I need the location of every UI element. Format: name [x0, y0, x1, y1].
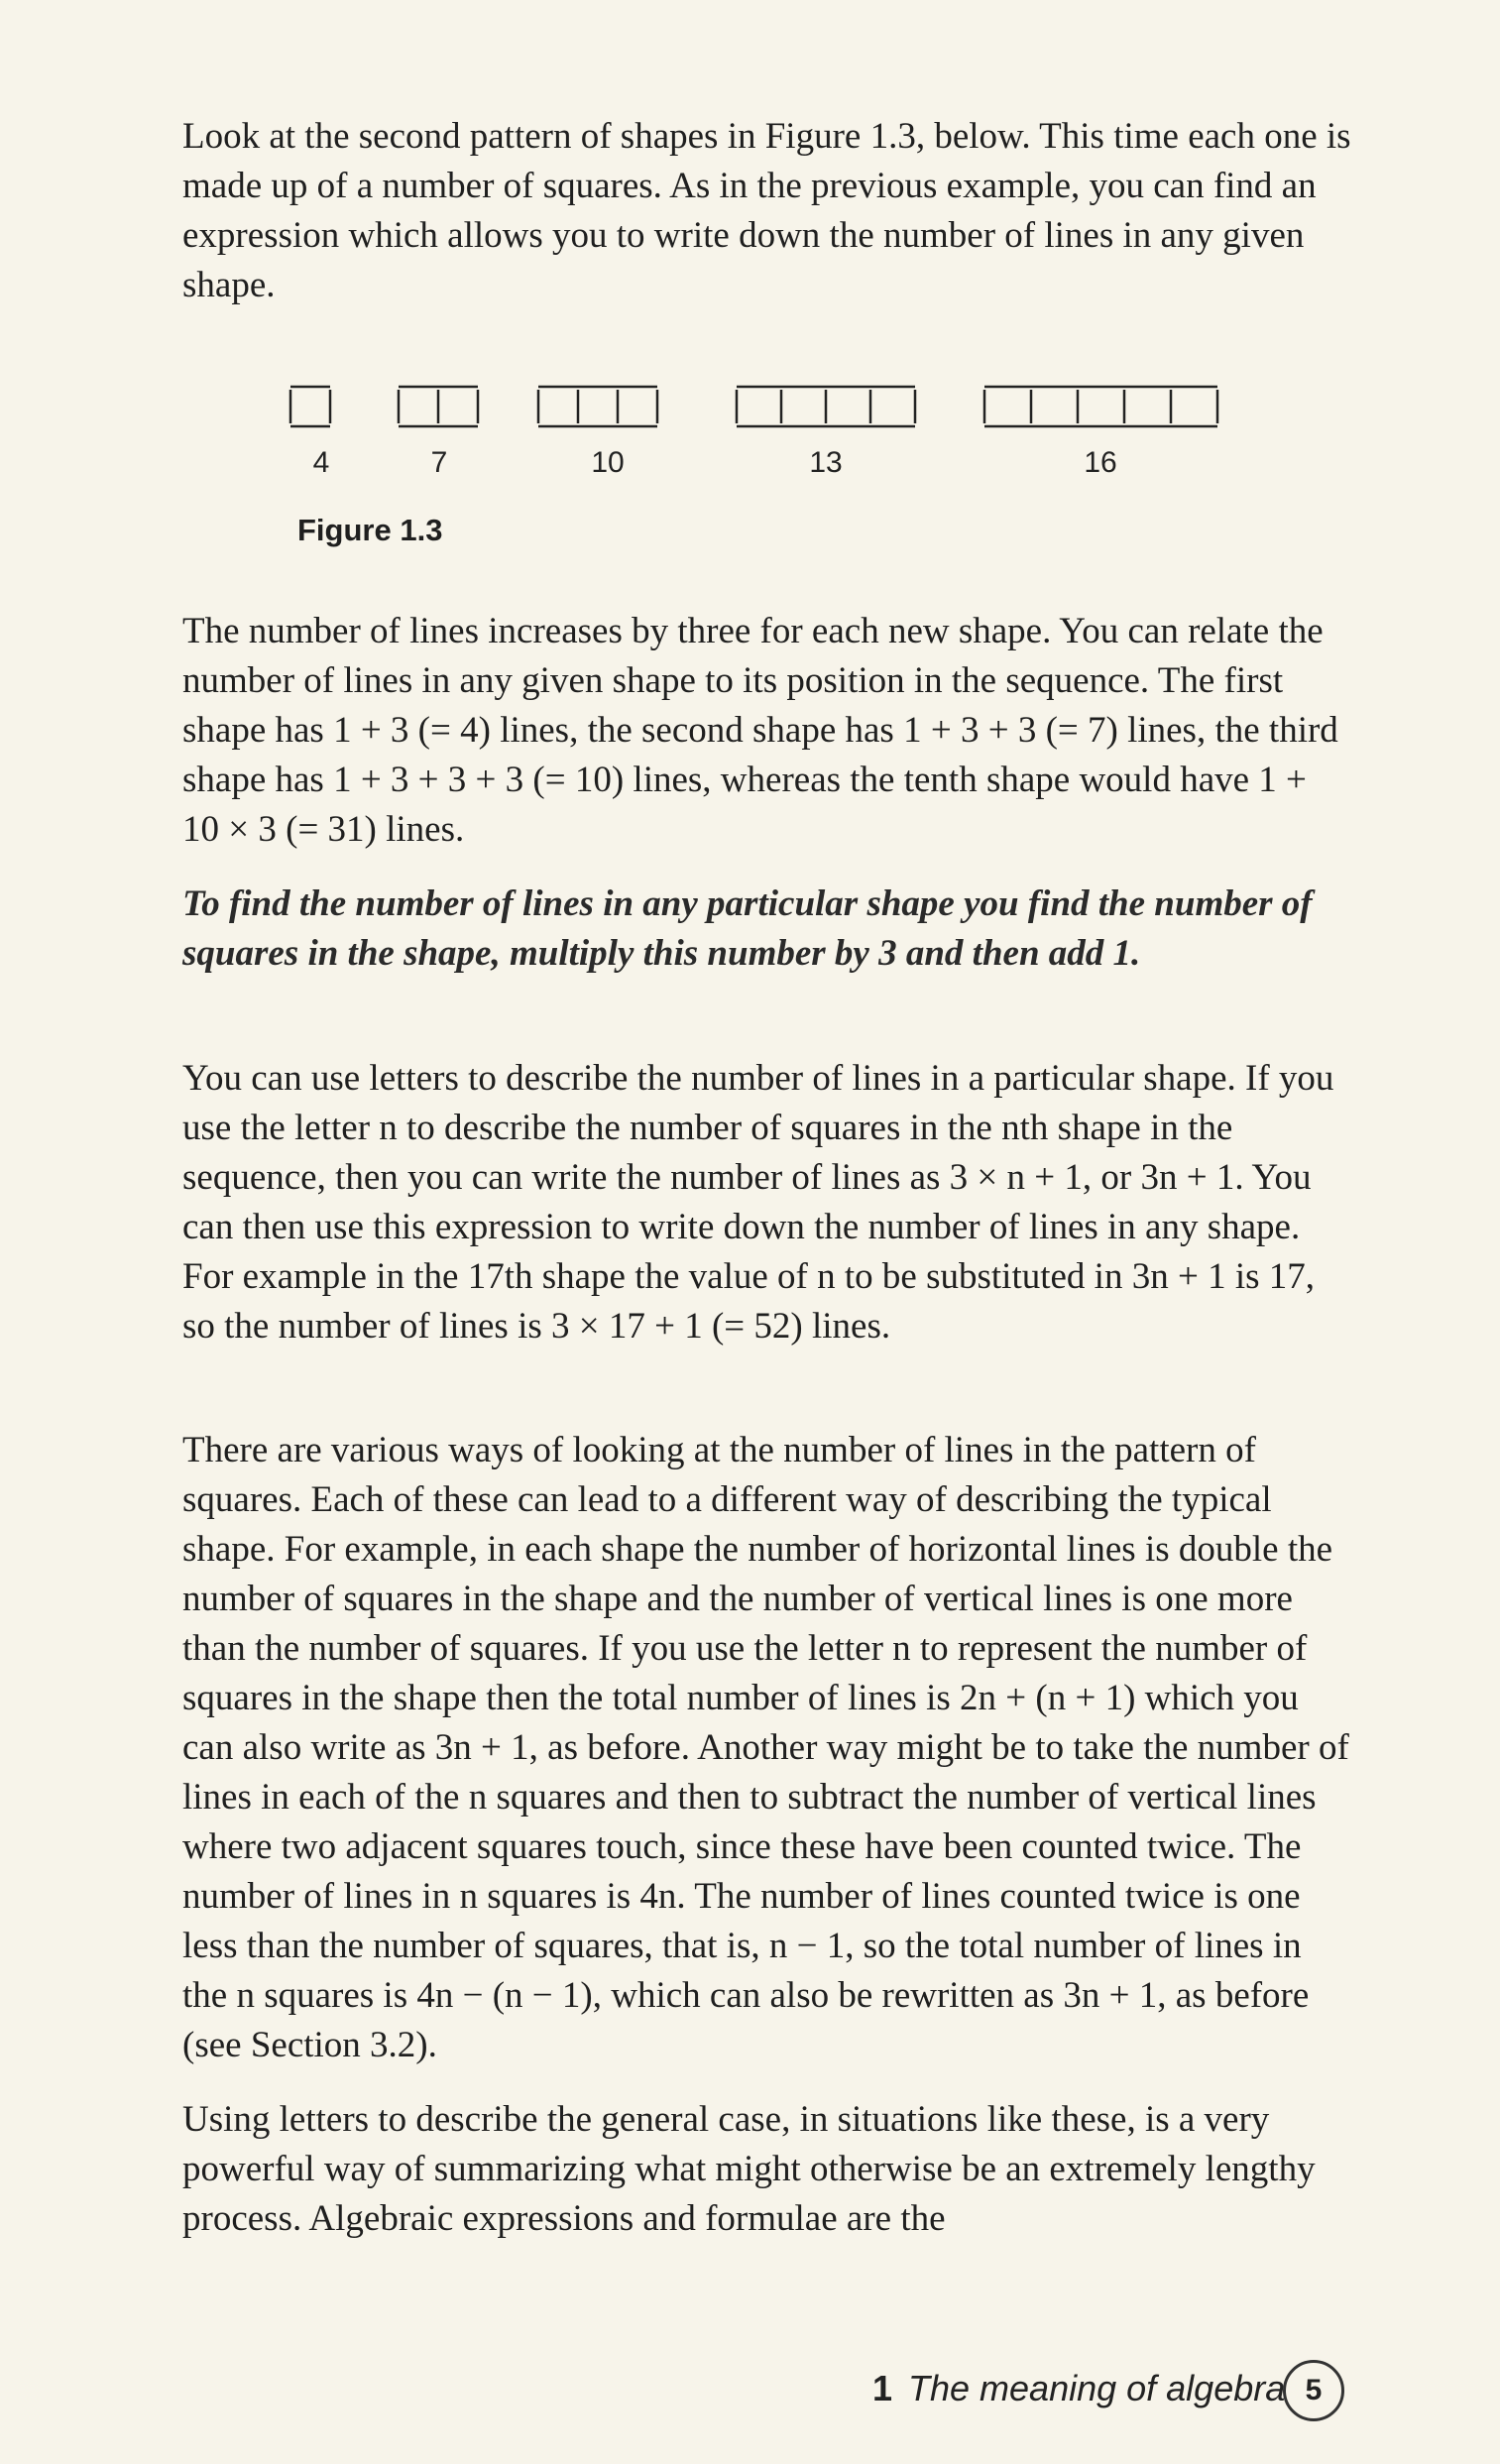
paragraph-letters: You can use letters to describe the number of lines in a particular shape. If you use the letter n to describe the number of squares in the nth shape in the sequence, then you can write the number of lines as 3 × n + 1, or 3n + 1. You can then use this expression to write down the number of lines in any shape. For example in the 17th shape the value of n to be substituted in 3n + 1 is 17, so the number of lines is 3 × 17 + 1 (= 52) lines.: [182, 1058, 1334, 1347]
footer-chapter-title: The meaning of algebra: [908, 2368, 1286, 2408]
paragraph-various-ways: There are various ways of looking at the number of lines in the pattern of squares. Each of these can lead to a different way of describing the typical shape. For example, in each shape the number of horizontal lines is double the number of squares in the shape and the number of vertical lines is one more than the number of squares. If you use the letter n to represent the number of squares in the shape then the total number of lines is 2n + (n + 1) which you can also write as 3n + 1, as before. Another way might be to take the number of lines in each of the n squares and then to subtract the number of vertical lines where two adjacent squares touch, since these have been counted twice. The number of lines in n squares is 4n. The number of lines counted twice is one less than the number of squares, that is, n − 1, so the total number of lines in the n squares is 4n − (n − 1), which can also be rewritten as 3n + 1, as before (see Section 3.2).: [182, 1430, 1349, 2065]
figure-label-1: 4: [312, 446, 330, 479]
paragraph-intro: Look at the second pattern of shapes in Figure 1.3, below. This time each one is made up of a number of squares. As in the previous example, you can find an expression which allows you to write down the number of lines in any given shape.: [182, 116, 1351, 305]
paragraph-lines-increase: The number of lines increases by three for each new shape. You can relate the number of lines in any given shape to its position in the sequence. The first shape has 1 + 3 (= 4) lines, the second shape has 1 + 3 + 3 (= 7) lines, the third shape has 1 + 3 + 3 + 3 (= 10) lines, whereas the tenth shape would have 1 + 10 × 3 (= 31) lines.: [182, 611, 1338, 850]
figure-label-5: 16: [1084, 446, 1117, 479]
shape-4-squares: [737, 387, 915, 426]
page-footer: [872, 2360, 1388, 2429]
footer-chapter-number: 1: [872, 2368, 893, 2408]
shape-1-squares: [290, 387, 330, 426]
shape-3-squares: [538, 387, 657, 426]
figure-label-3: 10: [591, 446, 625, 479]
figure-caption: Figure 1.3: [297, 513, 443, 547]
shape-5-squares: [984, 387, 1217, 426]
page-number: 5: [1283, 2360, 1344, 2421]
figure-label-4: 13: [809, 446, 843, 479]
paragraph-general-case: Using letters to describe the general case, in situations like these, is a very powerful way of summarizing what might otherwise be an extremely lengthy process. Algebraic expressions and formulae are the: [182, 2099, 1316, 2239]
figure-label-2: 7: [430, 446, 448, 479]
paragraph-rule: To find the number of lines in any particular shape you find the number of squares in the shape, multiply this number by 3 and then add 1.: [182, 883, 1313, 974]
shape-2-squares: [399, 387, 478, 426]
